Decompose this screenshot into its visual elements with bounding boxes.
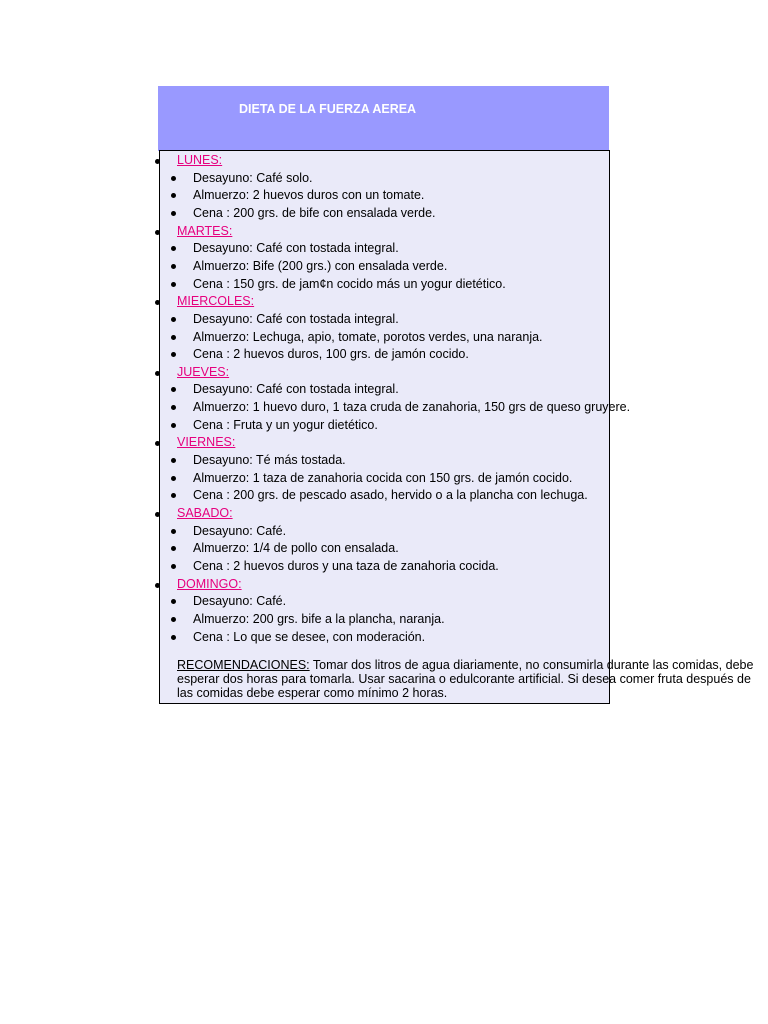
day-label: LUNES:	[177, 153, 223, 167]
bullet-icon	[155, 512, 160, 517]
meal-text: Almuerzo: 1 huevo duro, 1 taza cruda de zanahoria, 150 grs de queso gruyere.	[193, 400, 631, 415]
meal-text: Desayuno: Té más tostada.	[193, 453, 346, 468]
bullet-icon	[171, 476, 176, 481]
meal-item	[193, 469, 572, 487]
meal-text: Desayuno: Café.	[193, 523, 287, 538]
meal-item	[193, 186, 424, 204]
meal-text: Desayuno: Café solo.	[193, 170, 313, 185]
bullet-icon	[171, 264, 176, 269]
bullet-icon	[171, 564, 176, 569]
meal-item	[193, 416, 378, 434]
title-banner	[158, 86, 609, 151]
bullet-icon	[171, 211, 176, 216]
day-heading	[177, 292, 254, 310]
meal-item	[193, 328, 543, 346]
meal-text: Almuerzo: 200 grs. bife a la plancha, naranja.	[193, 611, 445, 626]
day-heading	[177, 363, 229, 381]
meal-item	[193, 380, 399, 398]
meal-text: Cena : Lo que se desee, con moderación.	[193, 629, 426, 644]
bullet-icon	[171, 317, 176, 322]
meal-text: Cena : 200 grs. de pescado asado, hervido o a la plancha con lechuga.	[193, 488, 588, 503]
meal-item	[193, 257, 447, 275]
meal-text: Cena : 150 grs. de jam¢n cocido más un yogur dietético.	[193, 276, 506, 291]
bullet-icon	[155, 371, 160, 376]
day-heading	[177, 433, 235, 451]
meal-item	[193, 486, 588, 504]
bullet-icon	[155, 230, 160, 235]
meal-item	[193, 310, 399, 328]
meal-text: Cena : Fruta y un yogur dietético.	[193, 417, 378, 432]
meal-text: Desayuno: Café con tostada integral.	[193, 382, 399, 397]
meal-item	[193, 628, 425, 646]
meal-item	[193, 522, 286, 540]
bullet-icon	[171, 423, 176, 428]
page-title: DIETA DE LA FUERZA AEREA	[239, 102, 417, 116]
meal-item	[193, 592, 286, 610]
day-label: JUEVES:	[177, 364, 230, 379]
recommendations	[177, 658, 757, 700]
meal-item	[193, 275, 506, 293]
day-label: DOMINGO:	[177, 576, 242, 591]
day-label: VIERNES:	[177, 435, 236, 450]
recommendations-heading: RECOMENDACIONES:	[177, 658, 310, 672]
bullet-icon	[155, 583, 160, 588]
day-heading	[177, 575, 242, 593]
meal-item	[193, 451, 346, 469]
meal-text: Almuerzo: 2 huevos duros con un tomate.	[193, 188, 425, 203]
meal-text: Almuerzo: Bife (200 grs.) con ensalada verde.	[193, 258, 448, 273]
meal-item	[193, 239, 399, 257]
meal-item	[193, 398, 630, 416]
bullet-icon	[171, 617, 176, 622]
bullet-icon	[171, 176, 176, 181]
meal-text: Cena : 200 grs. de bife con ensalada verde.	[193, 205, 436, 220]
bullet-icon	[155, 159, 160, 164]
day-heading	[177, 151, 222, 169]
meal-text: Cena : 2 huevos duros y una taza de zanahoria cocida.	[193, 558, 499, 573]
meal-text: Almuerzo: 1 taza de zanahoria cocida con 150 grs. de jamón cocido.	[193, 470, 573, 485]
day-label: MARTES:	[177, 223, 233, 238]
meal-item	[193, 610, 445, 628]
recommendations-text: Tomar dos litros de agua diariamente, no consumirla durante las comidas, debe esperar dos horas para tomarla. Usar sacarina o edulcorante artificial. Si desea comer fruta después de las comidas debe esperar como mínimo 2 horas.	[177, 658, 754, 700]
meal-text: Almuerzo: Lechuga, apio, tomate, porotos verdes, una naranja.	[193, 329, 543, 344]
day-label: MIERCOLES:	[177, 294, 255, 309]
meal-item	[193, 169, 313, 187]
meal-item	[193, 204, 436, 222]
day-label: SABADO:	[177, 506, 233, 520]
meal-text: Desayuno: Café con tostada integral.	[193, 241, 399, 256]
meal-item	[193, 557, 499, 575]
meal-text: Desayuno: Café.	[193, 594, 287, 609]
meal-item	[193, 345, 469, 363]
bullet-icon	[171, 635, 176, 640]
meal-text: Almuerzo: 1/4 de pollo con ensalada.	[193, 541, 399, 556]
day-heading	[177, 504, 233, 522]
meal-text: Cena : 2 huevos duros, 100 grs. de jamón cocido.	[193, 347, 469, 362]
meal-item	[193, 539, 399, 557]
bullet-icon	[171, 282, 176, 287]
meal-text: Desayuno: Café con tostada integral.	[193, 311, 399, 326]
day-heading	[177, 222, 232, 240]
bullet-icon	[171, 529, 176, 534]
bullet-icon	[171, 335, 176, 340]
